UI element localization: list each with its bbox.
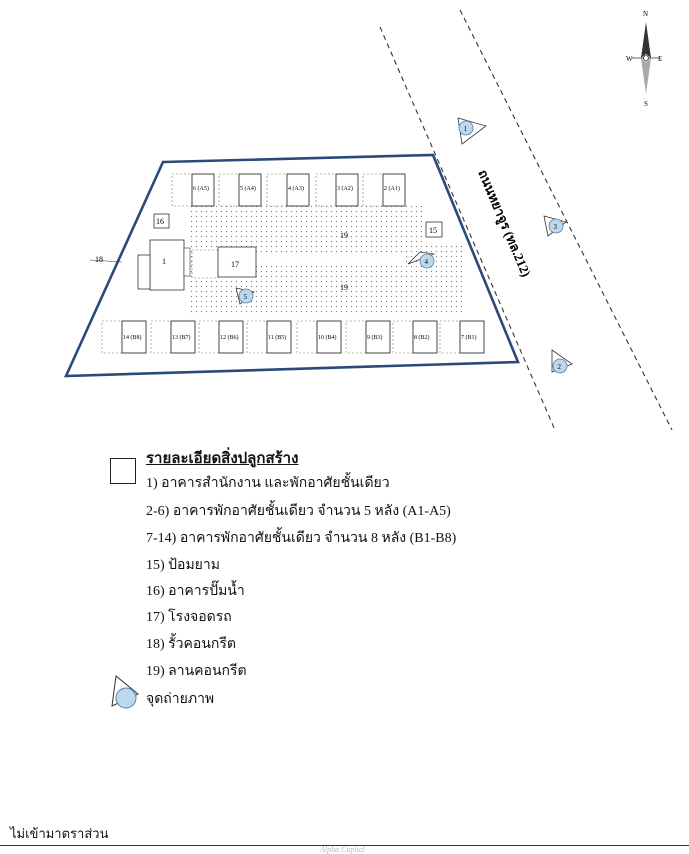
building-b-label: 7 (B1) xyxy=(461,335,477,341)
photo-point-number: 4 xyxy=(424,258,428,266)
legend-item: 17) โรงจอดรถ xyxy=(146,610,232,625)
legend-item: 19) ลานคอนกรีต xyxy=(146,664,247,679)
building-b-label: 12 (B6) xyxy=(220,335,239,341)
legend-item: 7-14) อาคารพักอาศัยชั้นเดียว จำนวน 8 หลัง (B1-B8) xyxy=(146,531,457,546)
legend-item: 16) อาคารปั๊มน้ำ xyxy=(146,584,245,599)
building-a xyxy=(172,174,214,206)
scale-note: ไม่เข้ามาตราส่วน xyxy=(10,826,109,841)
photo-point-number: 2 xyxy=(557,363,561,371)
building-a-label: 2 (A1) xyxy=(384,186,400,192)
compass-e: E xyxy=(658,55,663,63)
yard-label-lower: 19 xyxy=(340,283,348,292)
watermark: Alpha Capital xyxy=(320,845,366,854)
building-b-label: 9 (B3) xyxy=(367,335,383,341)
building-b xyxy=(247,321,291,353)
garage-label: 17 xyxy=(231,260,239,269)
building-a xyxy=(363,174,405,206)
legend-item: 1) อาคารสำนักงาน และพักอาศัยชั้นเดียว xyxy=(146,476,390,491)
building-b-label: 13 (B7) xyxy=(172,335,191,341)
building-office xyxy=(138,240,190,290)
photo-point-label: จุดถ่ายภาพ xyxy=(146,692,215,707)
photo-point-1 xyxy=(458,118,486,144)
legend-item: 15) ป้อมยาม xyxy=(146,558,220,573)
building-a xyxy=(219,174,261,206)
yard-label-upper: 19 xyxy=(340,231,348,240)
legend-item: 18) รั้วคอนกรีต xyxy=(146,637,236,652)
building-b-label: 10 (B4) xyxy=(318,335,337,341)
building-b xyxy=(393,321,437,353)
compass-s: S xyxy=(644,100,648,108)
legend-box-icon xyxy=(110,458,136,484)
building-b-label: 14 (B8) xyxy=(123,335,142,341)
photo-point-number: 3 xyxy=(553,223,557,231)
building-b-label: 11 (B5) xyxy=(268,335,287,341)
pump-label: 16 xyxy=(156,217,164,226)
photo-point-icon xyxy=(108,674,144,712)
building-b-label: 8 (B2) xyxy=(414,335,430,341)
building-a-label: 3 (A2) xyxy=(337,186,353,192)
office-label: 1 xyxy=(162,257,166,266)
legend-title: รายละเอียดสิ่งปลูกสร้าง xyxy=(146,451,299,467)
legend-item: 2-6) อาคารพักอาศัยชั้นเดียว จำนวน 5 หลัง (A1-A5) xyxy=(146,504,451,519)
building-a-label: 4 (A3) xyxy=(288,186,304,192)
building-a xyxy=(316,174,358,206)
concrete-yard-upper xyxy=(190,206,422,242)
photo-point-number: 1 xyxy=(463,125,467,133)
building-b xyxy=(297,321,341,353)
building-a xyxy=(267,174,309,206)
building-b xyxy=(199,321,243,353)
photo-point-number: 5 xyxy=(243,293,247,301)
photo-point-2 xyxy=(552,350,572,373)
building-a-label: 5 (A4) xyxy=(240,186,256,192)
building-b xyxy=(151,321,195,353)
compass-w: W xyxy=(626,55,633,63)
photo-point-3 xyxy=(544,216,566,236)
driveway xyxy=(256,256,406,262)
road-label: ถนนหยาจูร (ทล.212) xyxy=(475,167,534,279)
building-b xyxy=(102,321,146,353)
fence-label: 18 xyxy=(95,255,103,264)
building-b xyxy=(346,321,390,353)
compass-icon xyxy=(626,10,662,108)
building-a-label: 6 (A5) xyxy=(193,186,209,192)
garage-dashed xyxy=(192,250,218,278)
guard-label: 15 xyxy=(429,226,437,235)
building-b xyxy=(440,321,484,353)
compass-n: N xyxy=(643,10,649,18)
